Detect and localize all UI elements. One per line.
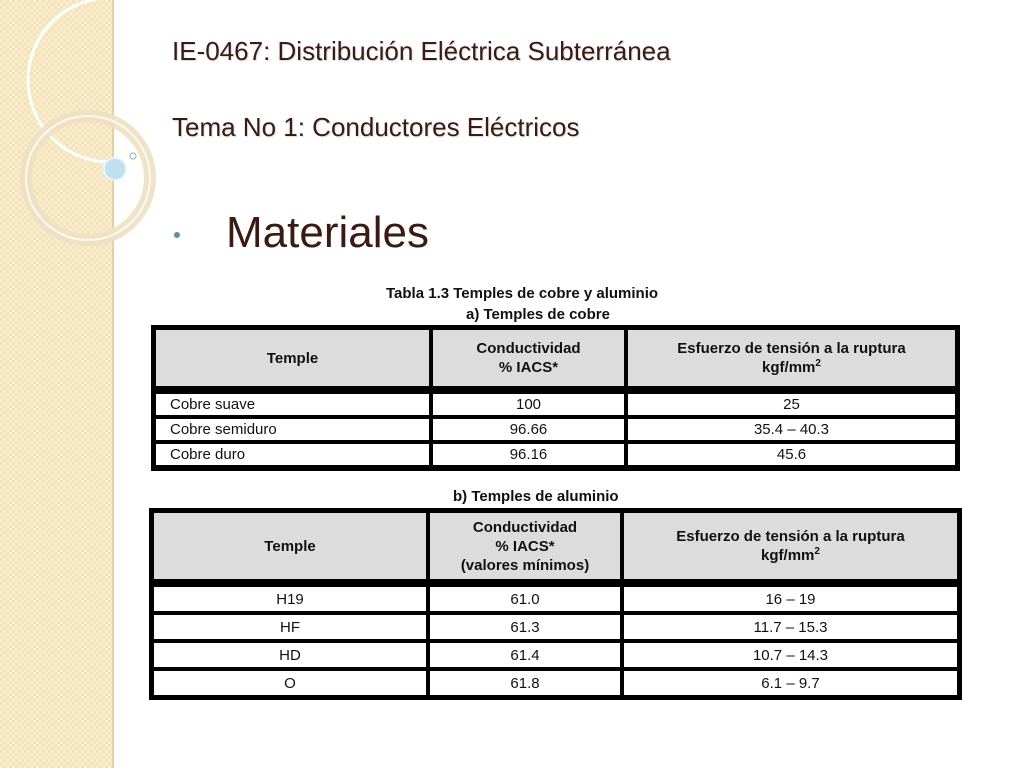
header-esfuerzo: Esfuerzo de tensión a la ruptura: [677, 340, 906, 357]
header-units-text: kgf/mm: [762, 359, 816, 376]
cell-conductividad: 61.8: [430, 671, 620, 695]
header-units-text: kgf/mm: [761, 547, 815, 564]
decorative-circles: [0, 0, 160, 300]
header-units-sup: 2: [815, 358, 821, 369]
deco-bubble: [104, 158, 126, 180]
table-header-cell: [430, 513, 620, 579]
header-temple: Temple: [264, 537, 316, 555]
header-units: [761, 546, 820, 565]
table-cobre: [151, 325, 960, 471]
cell-temple: Cobre duro: [156, 444, 429, 465]
cell-conductividad: 100: [433, 394, 624, 415]
header-units-sup: 2: [814, 546, 820, 557]
figure-caption: Tabla 1.3 Temples de cobre y aluminio: [386, 285, 659, 302]
cell-temple: O: [154, 671, 426, 695]
cell-temple: Cobre semiduro: [156, 419, 429, 440]
header-iacs: % IACS*: [498, 359, 559, 376]
cell-temple: HF: [154, 615, 426, 639]
header-esfuerzo: Esfuerzo de tensión a la ruptura: [676, 528, 905, 545]
table-cobre-caption: a) Temples de cobre: [466, 306, 610, 323]
course-title: IE-0467: Distribución Eléctrica Subterránea: [172, 36, 671, 66]
cell-esfuerzo: 6.1 – 9.7: [624, 671, 957, 695]
cell-esfuerzo: 45.6: [628, 444, 955, 465]
bullet-icon: [174, 232, 180, 238]
table-header-cell: [156, 330, 429, 386]
cell-conductividad: 96.16: [433, 444, 624, 465]
table-aluminio-caption: b) Temples de aluminio: [453, 488, 619, 505]
cell-esfuerzo: 11.7 – 15.3: [624, 615, 957, 639]
header-temple: Temple: [266, 349, 319, 367]
table-header-cell: [154, 513, 426, 579]
cell-conductividad: 96.66: [433, 419, 624, 440]
cell-temple: H19: [154, 587, 426, 611]
cell-temple: HD: [154, 643, 426, 667]
cell-esfuerzo: 10.7 – 14.3: [624, 643, 957, 667]
cell-esfuerzo: 35.4 – 40.3: [628, 419, 955, 440]
cell-conductividad: 61.3: [430, 615, 620, 639]
cell-conductividad: 61.4: [430, 643, 620, 667]
deco-circle-ring-highlight: [26, 116, 150, 240]
cell-esfuerzo: 16 – 19: [624, 587, 957, 611]
header-iacs: % IACS*: [495, 537, 555, 555]
topic-title: Tema No 1: Conductores Eléctricos: [172, 112, 580, 142]
cell-conductividad: 61.0: [430, 587, 620, 611]
header-valores-minimos: (valores mínimos): [460, 556, 590, 574]
header-conductividad: Conductividad: [476, 340, 581, 357]
header-conductividad: Conductividad: [472, 518, 578, 536]
cell-temple: Cobre suave: [156, 394, 429, 415]
header-units: [762, 358, 821, 377]
cell-esfuerzo: 25: [628, 394, 955, 415]
table-header-cell: [628, 330, 955, 386]
table-header-cell: [624, 513, 957, 579]
bullet-heading: Materiales: [226, 208, 429, 257]
table-aluminio: [149, 508, 962, 700]
table-header-cell: [433, 330, 624, 386]
